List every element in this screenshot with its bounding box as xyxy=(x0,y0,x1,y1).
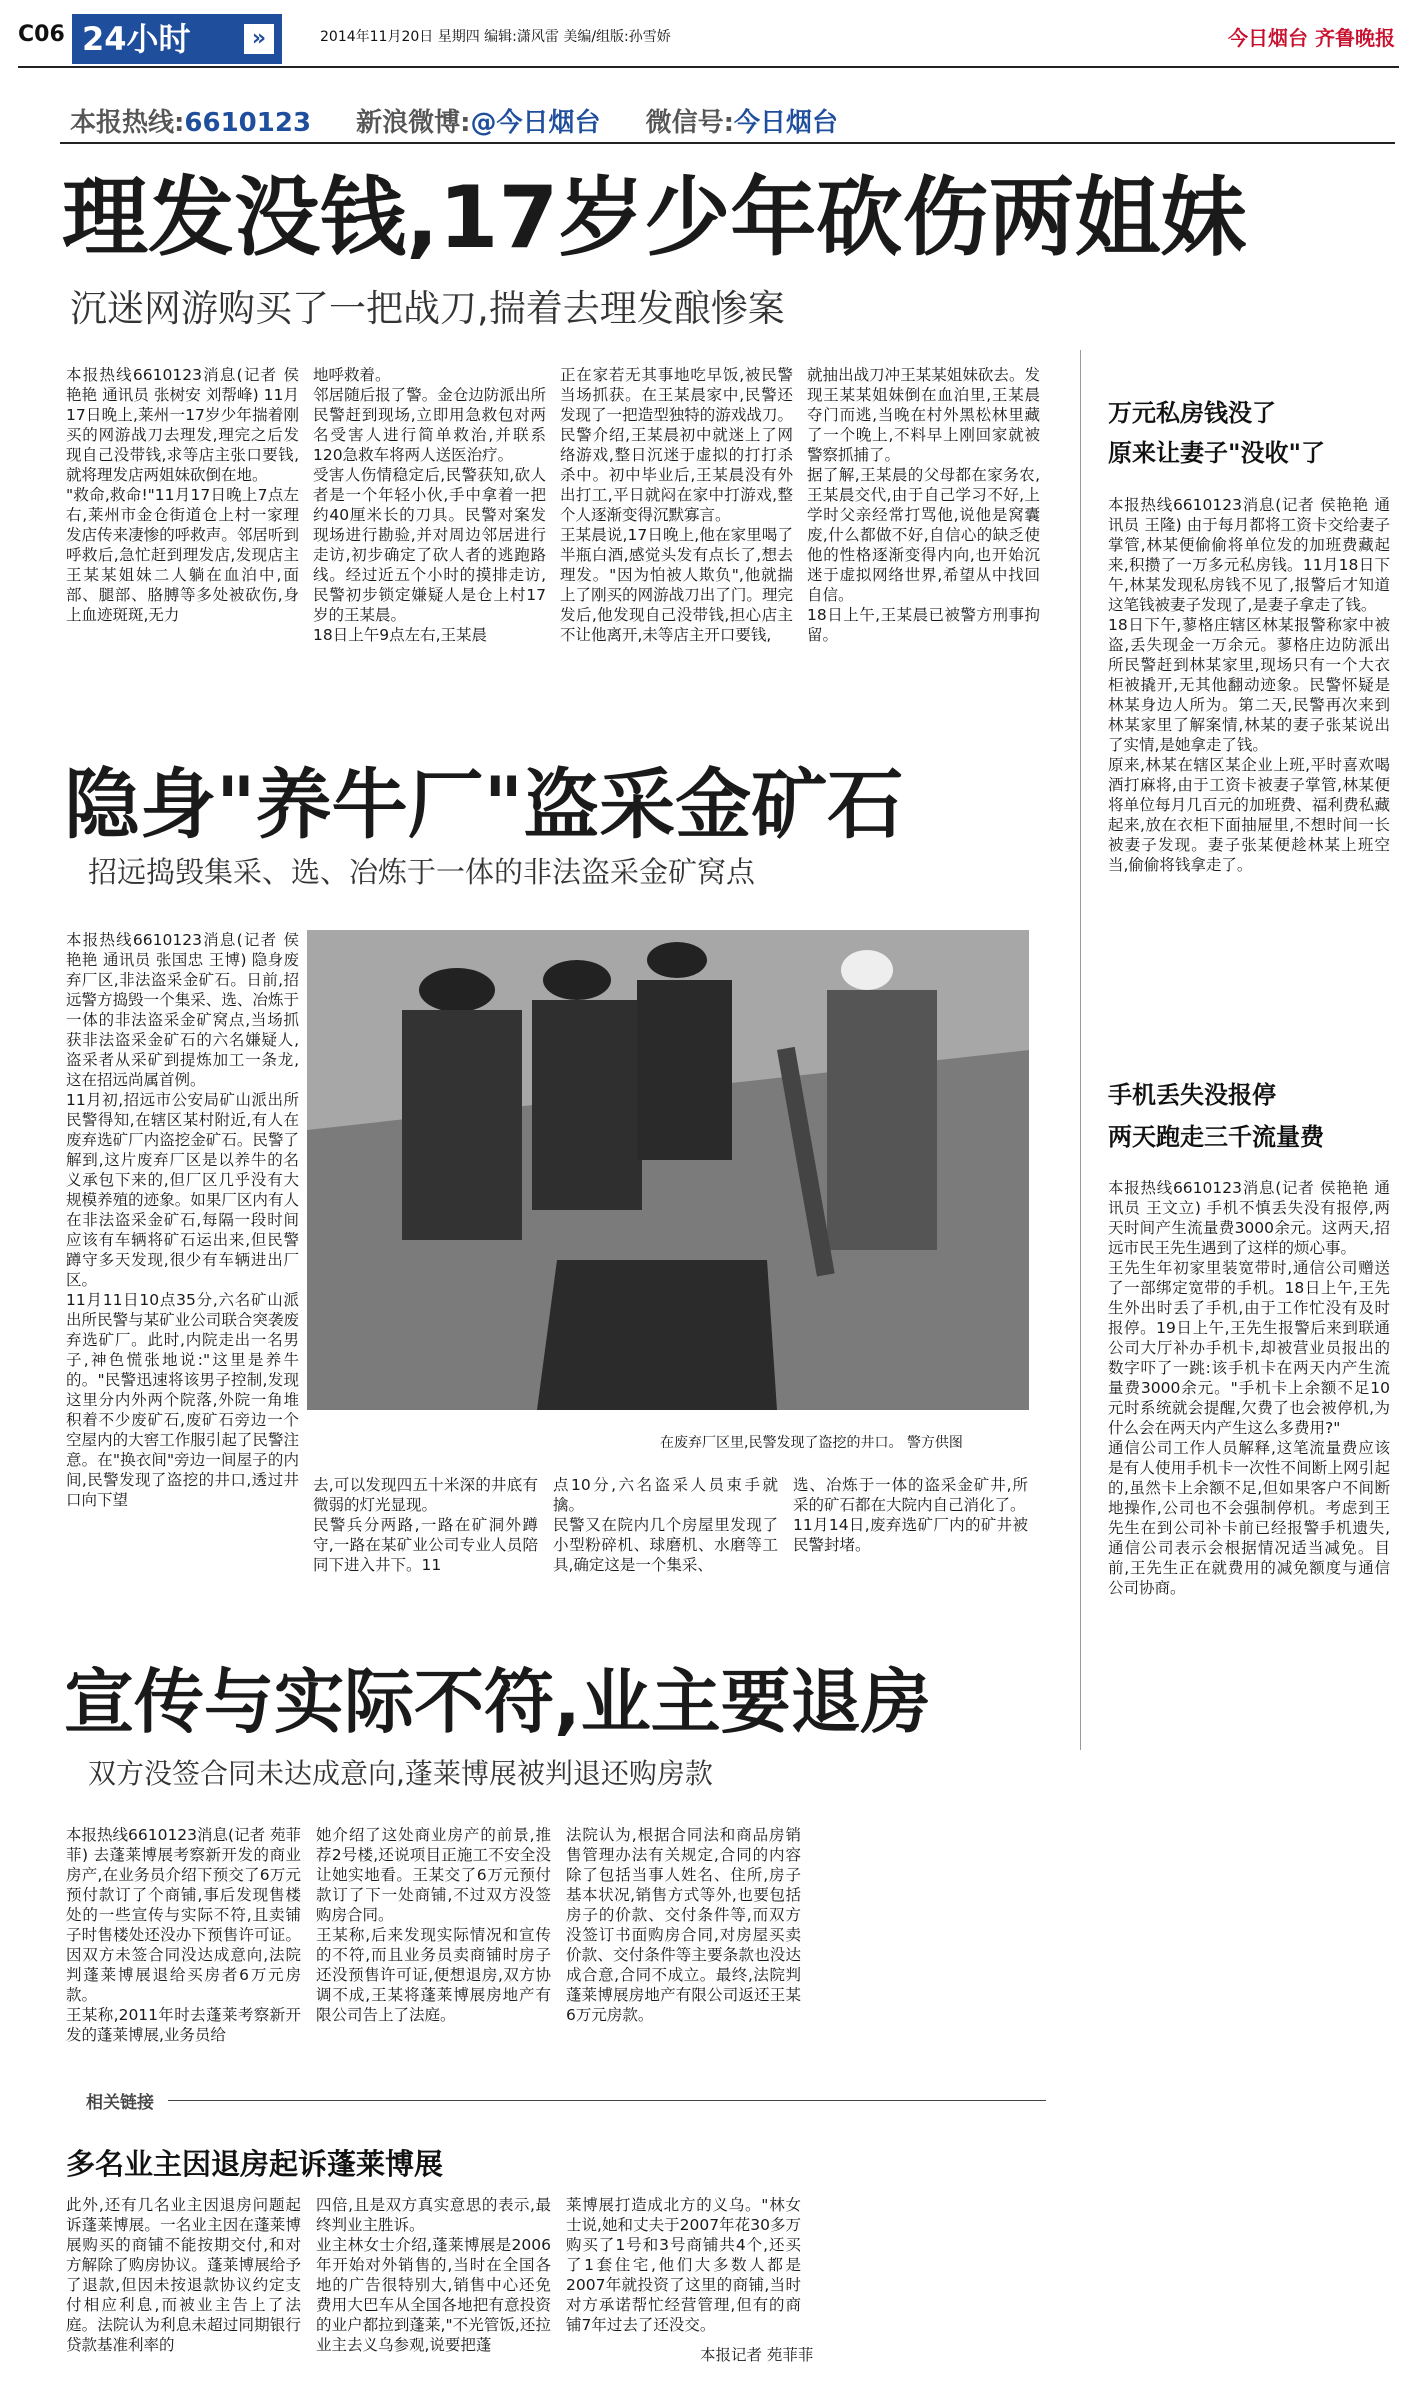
story2-col4: 选、冶炼于一体的盗采金矿井,所采的矿石都在大院内自己消化了。 11月14日,废弃选矿厂内的矿井被民警封堵。 xyxy=(793,1476,1028,1554)
story2-subtitle: 招远捣毁集采、选、冶炼于一体的非法盗采金矿窝点 xyxy=(88,855,756,889)
story3-headline: 宣传与实际不符,业主要退房 xyxy=(64,1661,931,1743)
story2-col3: 点10分,六名盗采人员束手就擒。 民警又在院内几个房屋里发现了小型粉碎机、球磨机、水磨等工具,确定这是一个集采、 xyxy=(553,1476,778,1574)
sidebar2-title-line1: 手机丢失没报停 xyxy=(1108,1081,1276,1109)
story2-col1: 本报热线6610123消息(记者 侯艳艳 通讯员 张国忠 王博) 隐身废弃厂区,非法盗采金矿石。日前,招远警方捣毁一个集采、选、冶炼于一体的非法盗采金矿窝点,当场抓获非法盗采金矿石的六名嫌疑人,盗采者从采矿到提炼加工一条龙,这在招远尚属首例。 11月初,招远市公安局矿山派出所民警得知,在辖区某村附近,有人在废弃选矿厂内盗挖金矿石。民警了解到,这片废弃厂区是以养牛的名义承包下来的,但厂区几乎没有大规模养殖的迹象。如果厂区内有人在非法盗采金矿石,每隔一段时间应该有车辆将矿石运出来,但民警蹲守多天发现,很少有车辆进出厂区。 11月11日10点35分,六名矿山派出所民警与某矿业公司联合突袭废弃选矿厂。此时,内院走出一名男子,神色慌张地说:"这里是养牛的。"民警迅速将该男子控制,发现这里分内外两个院落,外院一角堆积着不少废矿石,废矿石旁边一个空屋内的大窖工作服引起了民警注意。在"换衣间"旁边一间屋子的内间,民警发现了盗挖的井口,透过井口向下望 xyxy=(66,931,299,1509)
story2-photo-caption: 在废弃厂区里,民警发现了盗挖的井口。 警方供图 xyxy=(660,1435,963,1451)
story2-photo xyxy=(307,930,1029,1410)
header-rule xyxy=(18,66,1399,68)
related-col1: 此外,还有几名业主因退房问题起诉蓬莱博展。一名业主因在蓬莱博展购买的商铺不能按期交付,和对方解除了购房协议。蓬莱博展给予了退款,但因未按退款协议约定支付相应利息,而被业主告上了法庭。法院认为利息未超过同期银行贷款基准利率的 xyxy=(66,2196,301,2354)
hotline-value: 6610123 xyxy=(184,108,312,138)
story1-subtitle: 沉迷网游购买了一把战刀,揣着去理发酿惨案 xyxy=(70,287,785,330)
related-title: 多名业主因退房起诉蓬莱博展 xyxy=(66,2147,444,2181)
related-col2: 四倍,且是双方真实意思的表示,最终判业主胜诉。 业主林女士介绍,蓬莱博展是2006年开始对外销售的,当时在全国各地的广告很特别大,销售中心还免费用大巴车从全国各地把有意投资的业户都拉到蓬莱,"不光管饭,还拉业主去义乌参观,说要把蓬 xyxy=(316,2196,551,2354)
wechat-label: 微信号: xyxy=(645,108,734,138)
sidebar2-title-line2: 两天跑走三千流量费 xyxy=(1108,1123,1324,1151)
story3-col2: 她介绍了这处商业房产的前景,推荐2号楼,还说项目正施工不安全没让她实地看。王某交了6万元预付款订了下一处商铺,不过双方没签购房合同。 王某称,后来发现实际情况和宣传的不符,而且业务员卖商铺时房子还没预售许可证,便想退房,双方协调不成,王某将蓬莱博展房地产有限公司告上了法庭。 xyxy=(316,1826,551,2024)
sidebar1-title-line2: 原来让妻子"没收"了 xyxy=(1108,439,1326,467)
sidebar2-body: 本报热线6610123消息(记者 侯艳艳 通讯员 王文立) 手机不慎丢失没有报停,两天时间产生流量费3000余元。这两天,招远市民王先生遇到了这样的烦心事。 王先生年初家里装宽带时,通信公司赠送了一部绑定宽带的手机。18日上午,王先生外出时丢了手机,由于工作忙没有及时报停。19日上午,王先生报警后来到联通公司大厅补办手机卡,却被营业员报出的数字吓了一跳:该手机卡在两天内产生流量费3000余元。"手机卡上余额不足10元时系统就会提醒,欠费了也会被停机,为什么会在两天内产生这么多费用?" 通信公司工作人员解释,这笔流量费应该是有人使用手机卡一次性不间断上网引起的,虽然卡上余额不足,但如果客户不间断地操作,公司也不会强制停机。考虑到王先生在到公司补卡前已经报警手机遗失,通信公司表示会根据情况适当减免。目前,王先生正在就费用的减免额度与通信公司协商。 xyxy=(1108,1179,1390,1597)
related-byline: 本报记者 苑菲菲 xyxy=(700,2346,814,2364)
story3-col3: 法院认为,根据合同法和商品房销售管理办法有关规定,合同的内容除了包括当事人姓名、住所,房子基本状况,销售方式等外,也要包括房子的价款、交付条件等,而双方没签订书面购房合同,对房屋买卖价款、交付条件等主要条款也没达成合意,合同不成立。最终,法院判蓬莱博展房地产有限公司返还王某6万元房款。 xyxy=(566,1826,801,2024)
chevron-right-icon: » xyxy=(244,24,274,54)
page-number: C06 xyxy=(18,22,65,47)
story3-col1: 本报热线6610123消息(记者 苑菲菲) 去蓬莱博展考察新开发的商业房产,在业务员介绍下预交了6万元预付款订了个商铺,事后发现售楼处的一些宣传与实际不符,且卖铺子时售楼处还没办下预售许可证。因双方未签合同没达成意向,法院判蓬莱博展退给买房者6万元房款。 王某称,2011年时去蓬莱考察新开发的蓬莱博展,业务员给 xyxy=(66,1826,302,2044)
sidebar1-title-line1: 万元私房钱没了 xyxy=(1108,399,1276,427)
story1-headline: 理发没钱,17岁少年砍伤两姐妹 xyxy=(62,168,1247,268)
story1-col4: 就抽出战刀冲王某某姐妹砍去。发现王某某姐妹倒在血泊里,王某晨夺门而逃,当晚在村外黑松林里藏了一个晚上,不料早上刚回家就被警察抓捕了。 据了解,王某晨的父母都在家务农,王某晨交代,由于自己学习不好,上学时父亲经常打骂他,说他是窝囊废,什么都做不好,自信心的缺乏使他的性格逐渐变得内向,也开始沉迷于虚拟网络世界,希望从中找回自信。 18日上午,王某晨已被警方刑事拘留。 xyxy=(807,366,1040,644)
dateline: 2014年11月20日 星期四 编辑:潇风雷 美编/组版:孙雪娇 xyxy=(320,29,671,45)
sidebar-divider xyxy=(1080,350,1081,1750)
sidebar1-body: 本报热线6610123消息(记者 侯艳艳 通讯员 王隆) 由于每月都将工资卡交给妻子掌管,林某便偷偷将单位发的加班费藏起来,积攒了一万多元私房钱。11月18日下午,林某发现私房钱不见了,报警后才知道这笔钱被妻子发现了,是妻子拿走了钱。 18日下午,蓼格庄辖区林某报警称家中被盗,丢失现金一万余元。蓼格庄边防派出所民警赶到林某家里,现场只有一个大衣柜被撬开,无其他翻动迹象。民警怀疑是林某身边人所为。第二天,民警再次来到林某家里了解案情,林某的妻子张某说出了实情,是她拿走了钱。 原来,林某在辖区某企业上班,平时喜欢喝酒打麻将,由于工资卡被妻子掌管,林某便将单位每月几百元的加班费、福利费私藏起来,放在衣柜下面抽屉里,不想时间一长被妻子发现。妻子张某便趁林某上班空当,偷偷将钱拿走了。 xyxy=(1108,496,1390,874)
story1-col1: 本报热线6610123消息(记者 侯艳艳 通讯员 张树安 刘帮峰) 11月17日晚上,莱州一17岁少年揣着刚买的网游战刀去理发,理完之后发现自己没带钱,求等店主张口要钱,就将理发店两姐妹砍倒在地。 "救命,救命!"11月17日晚上7点左右,莱州市金仓街道仓上村一家理发店传来凄惨的呼救声。邻居听到呼救后,急忙赶到理发店,发现店主王某某姐妹二人躺在血泊中,面部、腿部、胳膊等多处被砍伤,身上血迹斑斑,无力 xyxy=(66,366,299,624)
section-title: 24小时 xyxy=(82,20,191,58)
newspaper-brand: 今日烟台 齐鲁晚报 xyxy=(1228,26,1395,50)
hotline-label: 本报热线: xyxy=(70,108,185,138)
weibo-label: 新浪微博: xyxy=(356,108,471,138)
story3-subtitle: 双方没签合同未达成意向,蓬莱博展被判退还购房款 xyxy=(88,1757,713,1790)
section-label xyxy=(72,14,282,64)
contact-bar xyxy=(70,102,874,139)
wechat-value: 今日烟台 xyxy=(734,108,839,138)
story1-col3: 正在家若无其事地吃早饭,被民警当场抓获。在王某晨家中,民警还发现了一把造型独特的游戏战刀。民警介绍,王某晨初中就迷上了网络游戏,整日沉迷于虚拟的打打杀杀中。初中毕业后,王某晨没有外出打工,平日就闷在家中打游戏,整个人逐渐变得沉默寡言。 王某晨说,17日晚上,他在家里喝了半瓶白酒,感觉头发有点长了,想去理发。"因为怕被人欺负",他就揣上了刚买的网游战刀出了门。理完发后,他发现自己没带钱,担心店主不让他离开,未等店主开口要钱, xyxy=(560,366,793,644)
related-col3: 莱博展打造成北方的义乌。"林女士说,她和丈夫于2007年花30多万购买了1号和3号商铺共4个,还买了1套住宅,他们大多数人都是2007年就投资了这里的商铺,当时对方承诺帮忙经营管理,但有的商铺7年过去了还没交。 xyxy=(566,2196,801,2334)
story2-headline: 隐身"养牛厂"盗采金矿石 xyxy=(64,760,904,849)
weibo-value: @今日烟台 xyxy=(470,108,601,138)
contact-rule xyxy=(60,142,1395,144)
related-rule xyxy=(66,2100,1046,2101)
police-inspection-photo xyxy=(307,930,1029,1410)
related-tag: 相关链接 xyxy=(66,2088,168,2113)
story1-col2: 地呼救着。 邻居随后报了警。金仓边防派出所民警赶到现场,立即用急救包对两名受害人进行简单救治,并联系120急救车将两人送医治疗。 受害人伤情稳定后,民警获知,砍人者是一个年轻小伙,手中拿着一把约40厘米长的刀具。民警对案发现场进行勘验,并对周边邻居进行走访,初步确定了砍人者的逃跑路线。经过近五个小时的摸排走访,民警初步锁定嫌疑人是仓上村17岁的王某晨。 18日上午9点左右,王某晨 xyxy=(313,366,546,644)
story2-col2: 去,可以发现四五十米深的井底有微弱的灯光显现。 民警兵分两路,一路在矿洞外蹲守,一路在某矿业公司专业人员陪同下进入井下。11 xyxy=(313,1476,538,1574)
